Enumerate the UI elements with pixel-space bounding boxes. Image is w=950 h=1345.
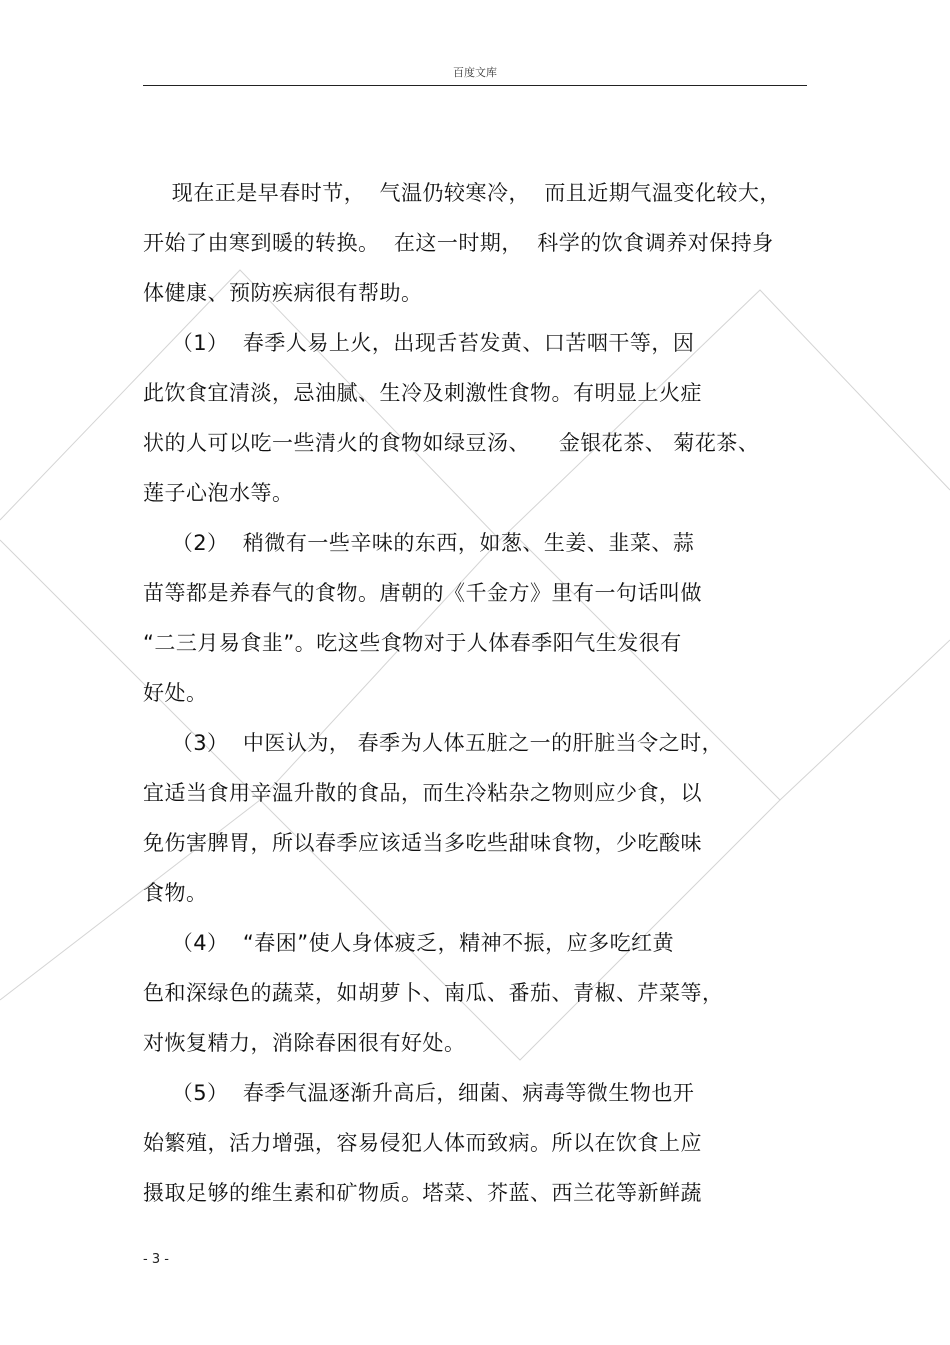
- text-line: （1） 春季人易上火，出现舌苔发黄、口苦咽干等，因: [143, 331, 695, 355]
- text-line: 摄取足够的维生素和矿物质。塔菜、芥蓝、西兰花等新鲜蔬: [143, 1181, 702, 1205]
- text-line: 对恢复精力，消除春困很有好处。: [143, 1031, 466, 1055]
- text-line: 食物。: [143, 881, 208, 905]
- text-line: 开始了由寒到暖的转换。 在这一时期， 科学的饮食调养对保持身: [143, 231, 774, 255]
- text-line: “二三月易食韭”。吃这些食物对于人体春季阳气生发很有: [143, 631, 682, 655]
- header-rule: [143, 85, 807, 86]
- text-line: 色和深绿色的蔬菜，如胡萝卜、南瓜、番茄、青椒、芹菜等，: [143, 981, 724, 1005]
- text-line: （3） 中医认为， 春季为人体五脏之一的肝脏当令之时，: [143, 731, 724, 755]
- text-line: 状的人可以吃一些清火的食物如绿豆汤、 金银花茶、 菊花茶、: [143, 431, 760, 455]
- text-line: 宜适当食用辛温升散的食品，而生冷粘杂之物则应少食，以: [143, 781, 702, 805]
- text-line: 苗等都是养春气的食物。唐朝的《千金方》里有一句话叫做: [143, 581, 702, 605]
- text-line: （4） “春困”使人身体疲乏，精神不振，应多吃红黄: [143, 931, 675, 955]
- text-line: （2） 稍微有一些辛味的东西，如葱、生姜、韭菜、蒜: [143, 531, 695, 555]
- text-line: 此饮食宜清淡，忌油腻、生冷及刺激性食物。有明显上火症: [143, 381, 702, 405]
- text-line: （5） 春季气温逐渐升高后，细菌、病毒等微生物也开: [143, 1081, 695, 1105]
- page-header: 百度文库: [453, 66, 497, 79]
- page-number: - 3 -: [143, 1252, 169, 1267]
- text-line: 莲子心泡水等。: [143, 481, 294, 505]
- text-line: 体健康、预防疾病很有帮助。: [143, 281, 423, 305]
- text-line: 现在正是早春时节， 气温仍较寒冷， 而且近期气温变化较大，: [143, 181, 781, 205]
- text-line: 始繁殖，活力增强，容易侵犯人体而致病。所以在饮食上应: [143, 1131, 702, 1155]
- text-line: 好处。: [143, 681, 208, 705]
- text-line: 免伤害脾胃，所以春季应该适当多吃些甜味食物，少吃酸味: [143, 831, 702, 855]
